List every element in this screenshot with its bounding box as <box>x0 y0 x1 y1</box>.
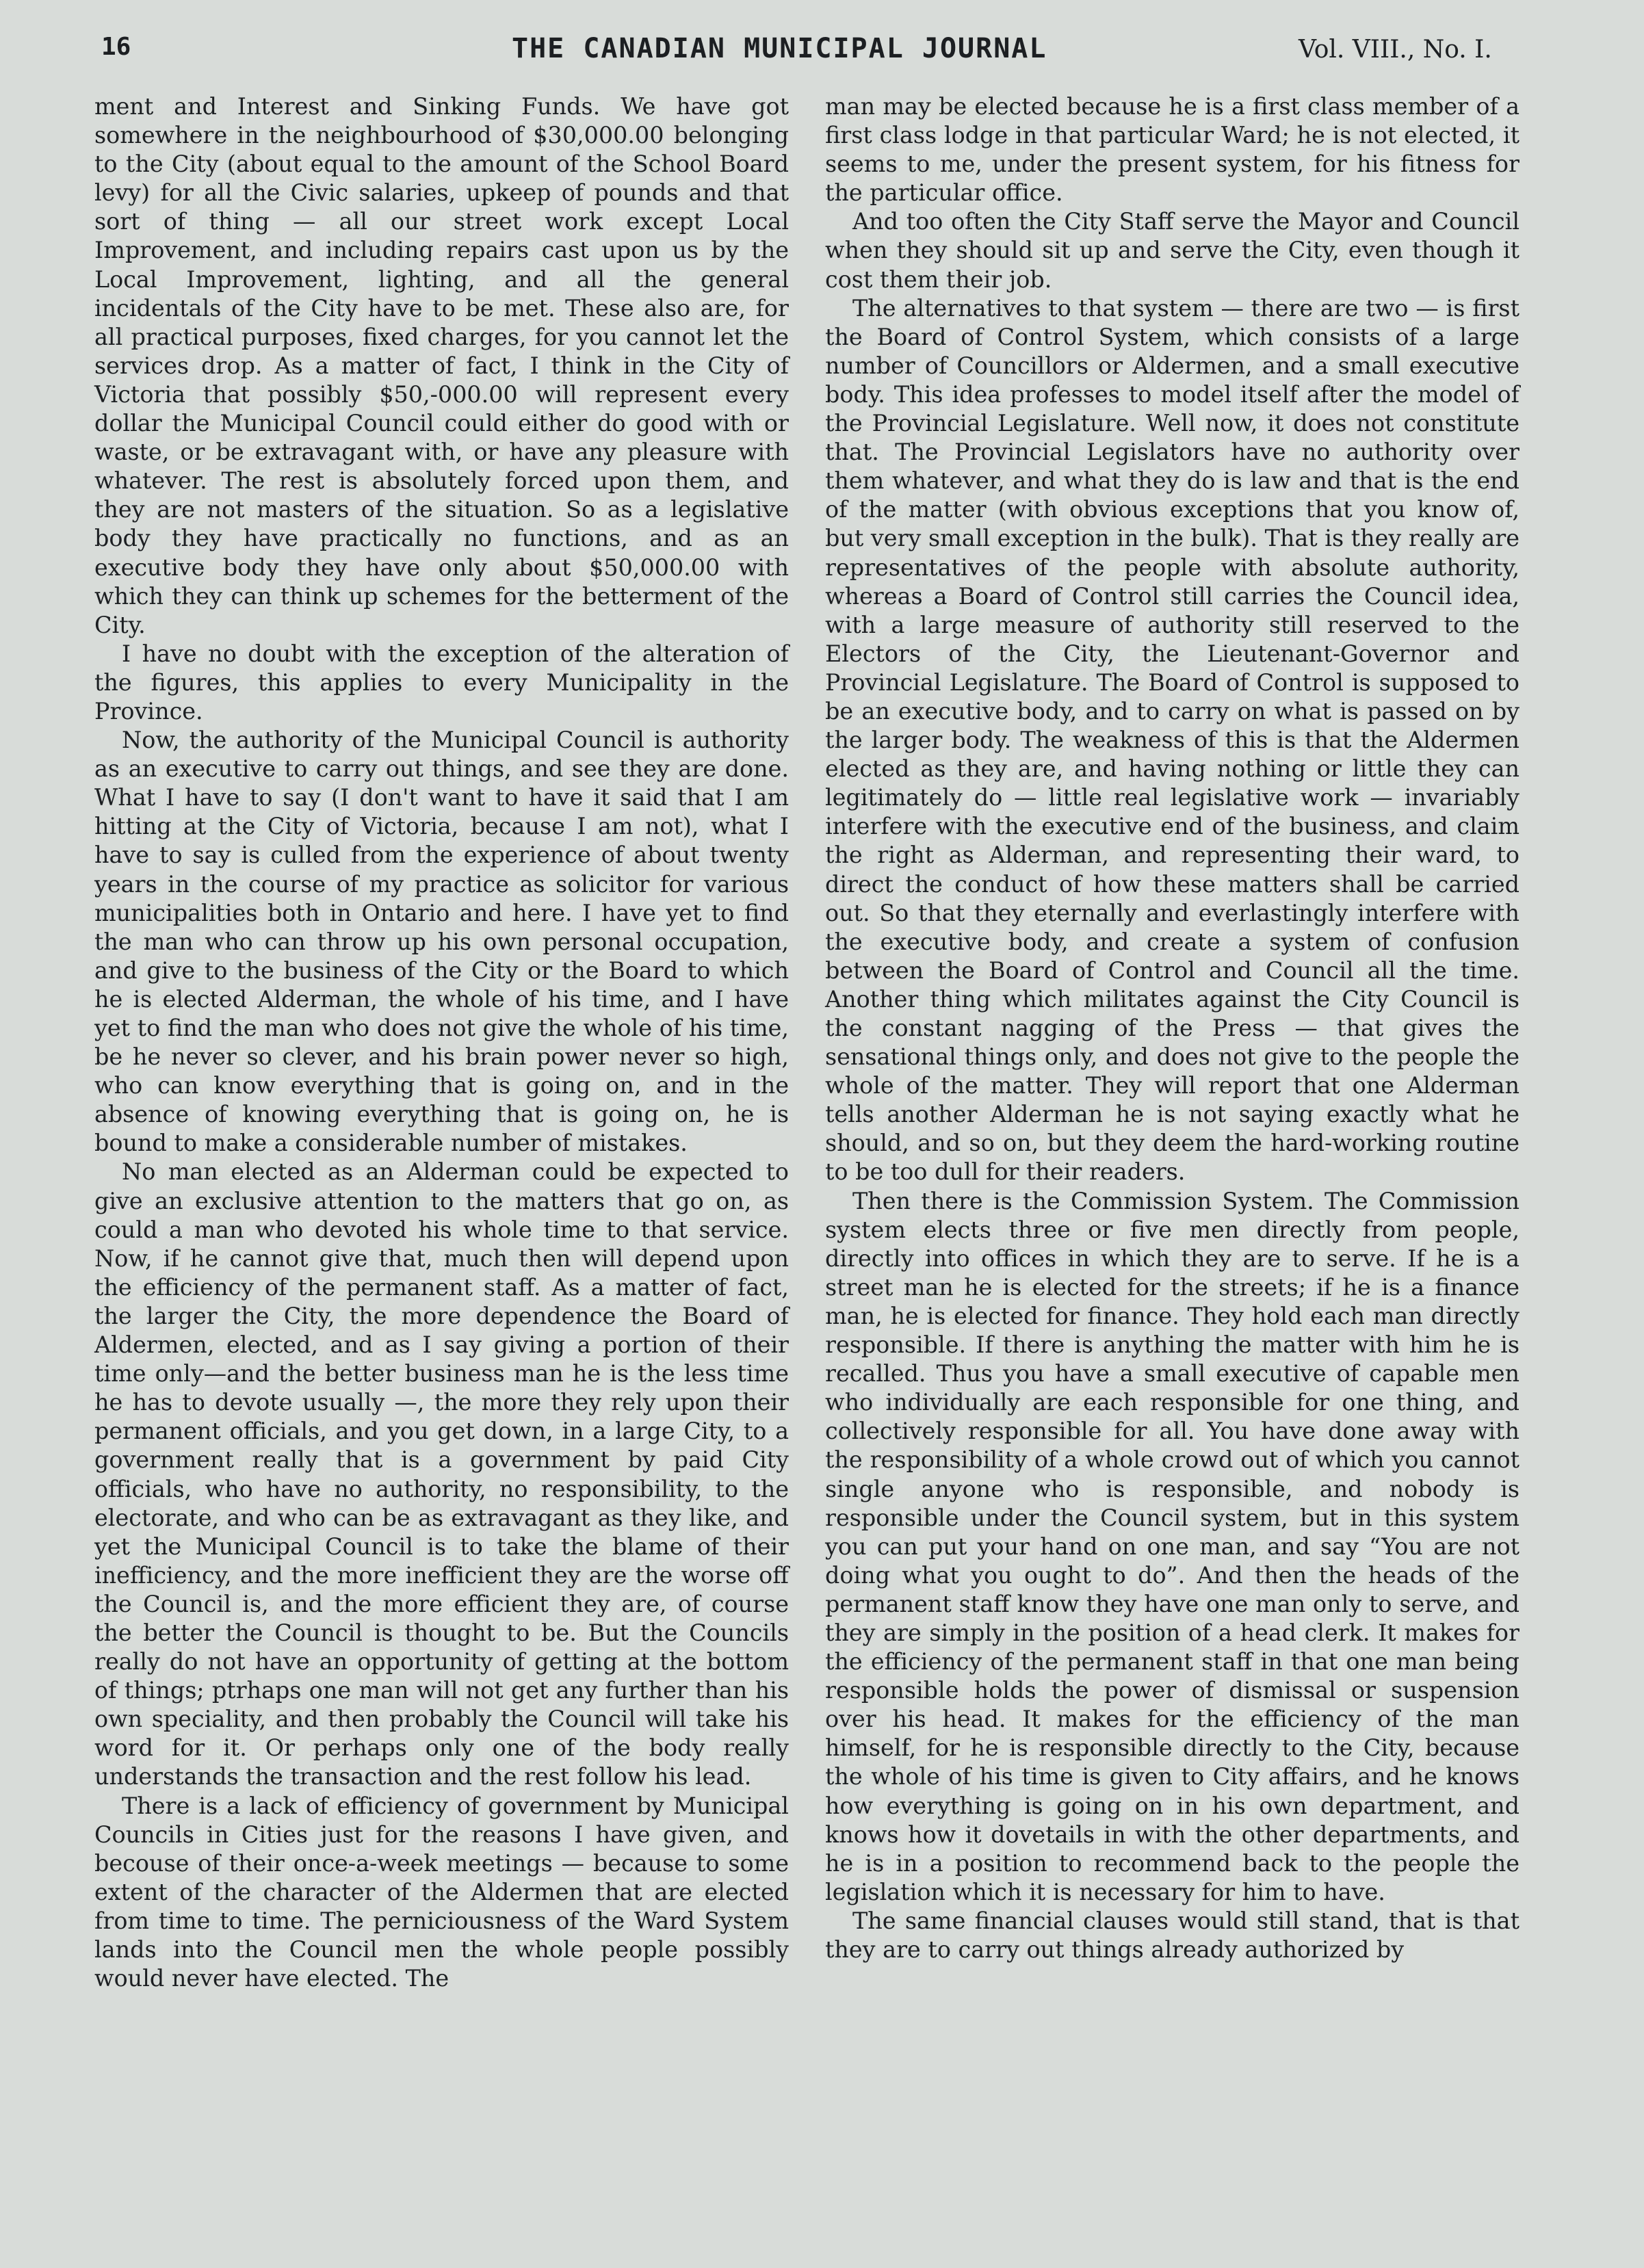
paragraph: The alternatives to that system — there are two — is first the Board of Control System, which consists of a large number of Councillors or Aldermen, and a small executive body. This idea professes to model itself after the model of the Provincial Legislature. Well now, it does not constitute that. The Provincial Legislators have no authority over them whatever, and what they do is law and that is the end of the matter (with obvious exceptions that you know of, but very small exception in the bulk). That is they really are representatives of the people with absolute authority, whereas a Board of Control still carries the Council idea, with a large measure of authority still reserved to the Electors of the City, the Lieutenant-Governor and Provincial Legislature. The Board of Control is supposed to be an executive body, and to carry on what is passed on by the larger body. The weakness of this is that the Aldermen elected as they are, and having nothing or little they can legitimately do — little real legislative work — invariably interfere with the executive end of the business, and claim the right as Alderman, and representing their ward, to direct the conduct of how these matters shall be carried out. So that they eternally and everlastingly interfere with the executive body, and create a system of confusion between the Board of Control and Council all the time. Another thing which militates against the City Council is the constant nagging of the Press — that gives the sensational things only, and does not give to the people the whole of the matter. They will report that one Alderman tells another Alderman he is not saying exactly what he should, and so on, but they deem the hard-working routine to be too dull for their readers. <box>825 294 1519 1186</box>
page-number: 16 <box>101 33 131 61</box>
left-column <box>94 92 789 1993</box>
paragraph: I have no doubt with the exception of the alteration of the figures, this applies to every Municipality in the Province. <box>94 640 789 725</box>
paragraph: Then there is the Commission System. The Commission system elects three or five men directly from people, directly into offices in which they are to serve. If he is a street man he is elected for the streets; if he is a finance man, he is elected for finance. They hold each man directly responsible. If there is anything the matter with him he is recalled. Thus you have a small executive of capable men who individually are each responsible for one thing, and collectively responsible for all. You have done away with the responsibility of a whole crowd out of which you cannot single anyone who is responsible, and nobody is responsible under the Council system, but in this system you can put your hand on one man, and say “You are not doing what you ought to do”. And then the heads of the permanent staff know they have one man only to serve, and they are simply in the position of a head clerk. It makes for the efficiency of the permanent staff in that one man being responsible holds the power of dismissal or suspension over his head. It makes for the efficiency of the man himself, for he is responsible directly to the City, because the whole of his time is given to City affairs, and he knows how everything is going on in his own department, and knows how it dovetails in with the other departments, and he is in a position to recommend back to the people the legislation which it is necessary for him to have. <box>825 1187 1519 1905</box>
paragraph: And too often the City Staff serve the Mayor and Council when they should sit up and serve the City, even though it cost them their job. <box>825 208 1519 293</box>
paragraph: There is a lack of efficiency of government by Municipal Councils in Cities just for the reasons I have given, and becouse of their once-a-week meetings — because to some extent of the character of the Aldermen that are elected from time to time. The perniciousness of the Ward System lands into the Council men the whole people possibly would never have elected. The <box>94 1792 789 1992</box>
page-header <box>0 27 1644 75</box>
volume-label: Vol. VIII., No. I. <box>1299 36 1492 64</box>
right-column <box>825 92 1519 1964</box>
paragraph: The same financial clauses would still stand, that is that they are to carry out things already authorized by <box>825 1907 1519 1963</box>
journal-title: THE CANADIAN MUNICIPAL JOURNAL <box>512 33 1047 64</box>
paragraph: No man elected as an Alderman could be expected to give an exclusive attention to the matters that go on, as could a man who devoted his whole time to that service. Now, if he cannot give that, much then will depend upon the efficiency of the permanent staff. As a matter of fact, the larger the City, the more dependence the Board of Aldermen, elected, and as I say giving a portion of their time only—and the better business man he is the less time he has to devote usually —, the more they rely upon their permanent officials, and you get down, in a large City, to a government really that is a government by paid City officials, who have no authority, no responsibility, to the electorate, and who can be as extravagant as they like, and yet the Municipal Council is to take the blame of their inefficiency, and the more inefficient they are the worse off the Council is, and the more efficient they are, of course the better the Council is thought to be. But the Councils really do not have an opportunity of getting at the bottom of things; ptrhaps one man will not get any further than his own speciality, and then probably the Council will take his word for it. Or perhaps only one of the body really understands the transaction and the rest follow his lead. <box>94 1158 789 1790</box>
paragraph: man may be elected because he is a first class member of a first class lodge in that particular Ward; he is not elected, it seems to me, under the present system, for his fitness for the particular office. <box>825 93 1519 207</box>
paragraph: ment and Interest and Sinking Funds. We have got somewhere in the neighbourhood of $30,000.00 belonging to the City (about equal to the amount of the School Board levy) for all the Civic salaries, upkeep of pounds and that sort of thing — all our street work except Local Improvement, and including repairs cast upon us by the Local Improvement, lighting, and all the general incidentals of the City have to be met. These also are, for all practical purposes, fixed charges, for you cannot let the services drop. As a matter of fact, I think in the City of Victoria that possibly $50,-000.00 will represent every dollar the Municipal Council could either do good with or waste, or be extravagant with, or have any pleasure with whatever. The rest is absolutely forced upon them, and they are not masters of the situation. So as a legislative body they have practically no functions, and as an executive body they have only about $50,000.00 with which they can think up schemes for the betterment of the City. <box>94 93 789 638</box>
paragraph: Now, the authority of the Municipal Council is authority as an executive to carry out things, and see they are done. What I have to say (I don't want to have it said that I am hitting at the City of Victoria, because I am not), what I have to say is culled from the experience of about twenty years in the course of my practice as solicitor for various municipalities both in Ontario and here. I have yet to find the man who can throw up his own personal occupation, and give to the business of the City or the Board to which he is elected Alderman, the whole of his time, and I have yet to find the man who does not give the whole of his time, be he never so clever, and his brain power never so high, who can know everything that is going on, and in the absence of knowing everything that is going on, he is bound to make a considerable number of mistakes. <box>94 727 789 1157</box>
